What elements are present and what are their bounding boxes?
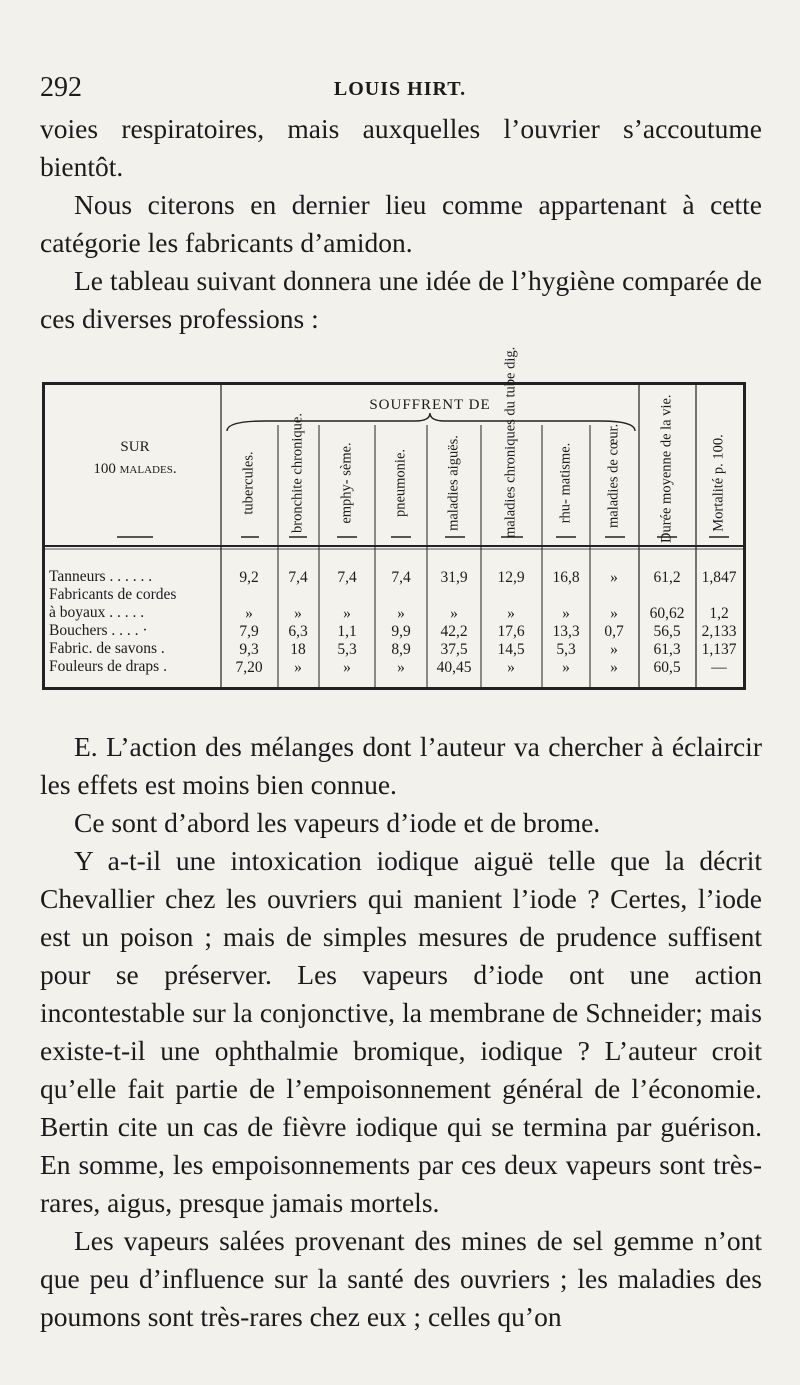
table-cell: 40,45 xyxy=(436,659,472,676)
table-cell: — xyxy=(711,659,727,676)
table-cell: 14,5 xyxy=(497,641,525,658)
column-header: tubercules. xyxy=(240,451,257,515)
column-header: maladies chroniques du tube dig. xyxy=(502,346,519,538)
table-cell: » xyxy=(610,569,618,586)
table-cell: 1,137 xyxy=(701,641,737,658)
table-cell: 1,847 xyxy=(701,569,737,586)
paragraph: voies respiratoires, mais auxquelles l’ouvrier s’accoutume bientôt. xyxy=(40,113,762,182)
table-cell: 56,5 xyxy=(653,623,681,640)
row-label: Fouleurs de draps . xyxy=(49,658,167,675)
table-cell: 9,2 xyxy=(239,569,259,586)
table-cell: » xyxy=(245,605,253,622)
stub-header-malades: 100 malades. xyxy=(93,461,177,477)
paragraph: Y a-t-il une intoxication iodique aiguë telle que la décrit Chevallier chez les ouvriers qui manient l’iode ? Certes, l’iode est un poison ; mais de simples mesures de prudence suffisent pour se préserver. Les vapeurs d’iode ont une action incontestable sur la conjonctive, la membrane de Schneider; mais existe-t-il une ophthalmie bromique, iodique ? L’auteur croit qu’elle fait partie de l’empoisonnement général de l’économie. Bertin cite un cas de fièvre iodique qui se termina par guérison. En somme, les empoisonnements par ces deux vapeurs sont très-rares, aigus, presque jamais mortels. xyxy=(40,845,762,1218)
table-cell: 0,7 xyxy=(604,623,624,640)
column-header: Durée moyenne de la vie. xyxy=(658,394,675,543)
table-cell: 18 xyxy=(290,641,306,658)
column-header: maladies aiguës. xyxy=(445,435,462,531)
table-cell: 13,3 xyxy=(552,623,580,640)
paragraph: Le tableau suivant donnera une idée de l’hygiène comparée de ces diverses professions : xyxy=(40,265,762,334)
stub-header-sur: SUR xyxy=(120,439,150,455)
page-header xyxy=(40,72,760,108)
paragraph: Nous citerons en dernier lieu comme appartenant à cette catégorie les fabricants d’amidon. xyxy=(40,189,762,258)
table-cell: 61,2 xyxy=(653,569,681,586)
comparison-table xyxy=(42,346,746,690)
table-cell: » xyxy=(562,659,570,676)
column-header: rhu- matisme. xyxy=(557,442,574,524)
table-cell: 9,9 xyxy=(391,623,411,640)
column-header: emphy- sème. xyxy=(338,442,355,524)
table-cell: 9,3 xyxy=(239,641,259,658)
row-label: Fabric. de savons . xyxy=(49,640,165,657)
row-label: Fabricants de cordes xyxy=(49,586,177,603)
table-cell: » xyxy=(343,659,351,676)
table-cell: » xyxy=(343,605,351,622)
row-label: Bouchers . . . . · xyxy=(49,622,148,639)
table-cell: 60,5 xyxy=(653,659,681,676)
table-cell: » xyxy=(397,659,405,676)
table-cell: » xyxy=(397,605,405,622)
column-header: maladies de cœur. xyxy=(605,423,622,528)
paragraph: Les vapeurs salées provenant des mines de sel gemme n’ont que peu d’influence sur la santé des ouvriers ; les maladies des poumons sont très-rares chez eux ; celles qu’on xyxy=(40,1225,762,1332)
table-cell: 42,2 xyxy=(440,623,468,640)
table-cell: 16,8 xyxy=(552,569,580,586)
text-block-top xyxy=(40,110,762,338)
page-number: 292 xyxy=(40,72,82,103)
column-header: pneumonie. xyxy=(392,448,409,518)
table-cell: » xyxy=(610,659,618,676)
column-header: Mortalité p. 100. xyxy=(710,434,727,532)
table-cell: 5,3 xyxy=(337,641,357,658)
row-label: Tanneurs . . . . . . xyxy=(49,568,153,585)
table-cell: 61,3 xyxy=(653,641,681,658)
table-cell: 37,5 xyxy=(440,641,468,658)
paragraph: E. L’action des mélanges dont l’auteur va chercher à éclaircir les effets est moins bien connue. xyxy=(40,731,762,800)
table-cell: 6,3 xyxy=(288,623,308,640)
paragraph: Ce sont d’abord les vapeurs d’iode et de brome. xyxy=(74,807,601,838)
table-cell: 5,3 xyxy=(556,641,576,658)
table-cell: » xyxy=(294,659,302,676)
table-cell: » xyxy=(610,605,618,622)
running-head: LOUIS HIRT. xyxy=(333,78,467,100)
table-cell: » xyxy=(507,605,515,622)
table-cell: 31,9 xyxy=(440,569,468,586)
table-cell: 7,9 xyxy=(239,623,259,640)
table-cell: » xyxy=(294,605,302,622)
table-cell: » xyxy=(507,659,515,676)
row-label-continued: à boyaux . . . . . xyxy=(49,604,145,621)
table-cell: 12,9 xyxy=(497,569,525,586)
table-cell: 7,20 xyxy=(235,659,263,676)
group-header: SOUFFRENT DE xyxy=(369,397,491,413)
table-cell: » xyxy=(562,605,570,622)
table-cell: 2,133 xyxy=(701,623,737,640)
table-cell: » xyxy=(610,641,618,658)
table-cell: 8,9 xyxy=(391,641,411,658)
table-cell: 17,6 xyxy=(497,623,525,640)
table-cell: 1,2 xyxy=(709,605,729,622)
column-header: bronchite chronique. xyxy=(289,413,306,533)
table-cell: 7,4 xyxy=(391,569,411,586)
table-cell: » xyxy=(450,605,458,622)
text-block-bottom xyxy=(40,728,762,1336)
table-cell: 60,62 xyxy=(649,605,685,622)
table-cell: 1,1 xyxy=(337,623,357,640)
table-cell: 7,4 xyxy=(337,569,357,586)
table-cell: 7,4 xyxy=(288,569,308,586)
